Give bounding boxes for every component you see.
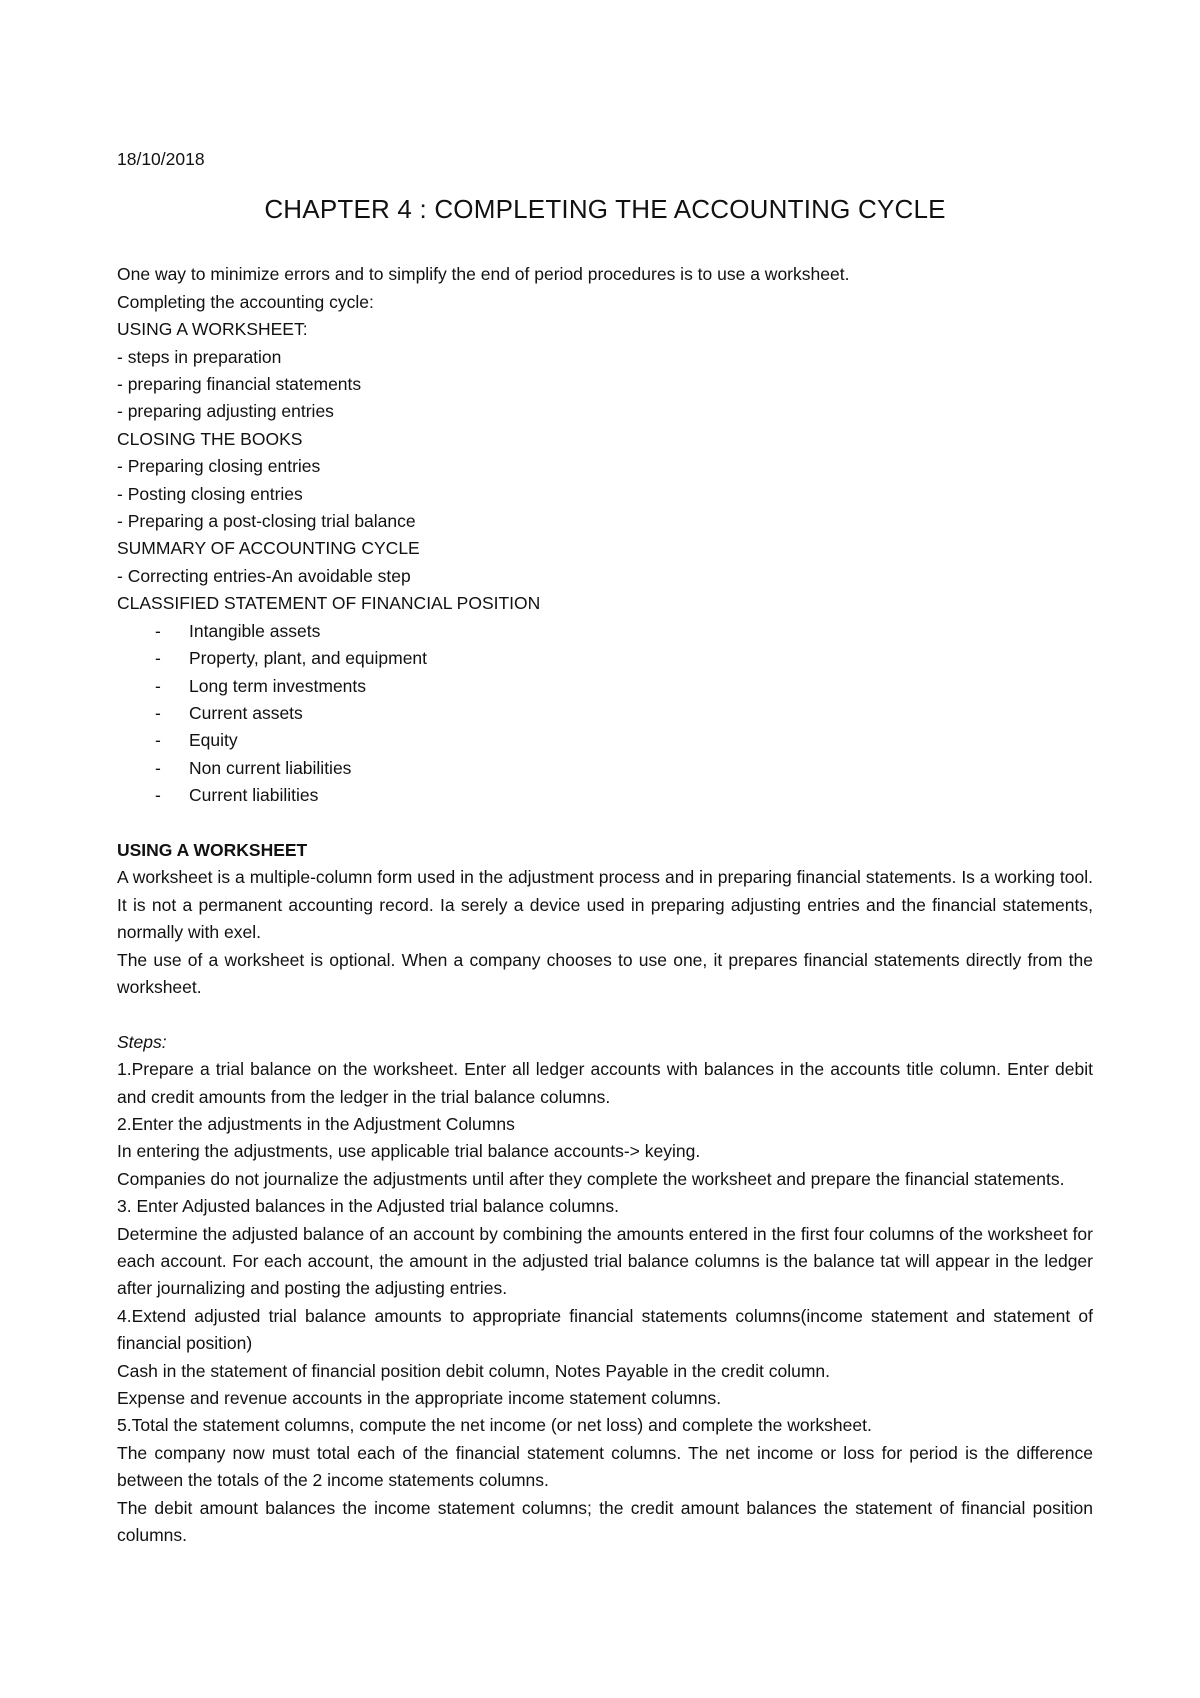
paragraph: Determine the adjusted balance of an account by combining the amounts entered in the first four columns of the worksheet for each account. For each account, the amount in the adjusted trial balance columns is the balance tat will appear in the ledger after journalizing and posting the adjusting entries. bbox=[117, 1223, 1093, 1299]
outline-line: - Correcting entries-An avoidable step bbox=[117, 565, 411, 586]
worksheet-heading: USING A WORKSHEET bbox=[117, 839, 308, 860]
list-item: - Current assets bbox=[117, 700, 1093, 727]
bullet-dash: - bbox=[155, 757, 161, 778]
classified-items-list bbox=[117, 618, 1093, 810]
list-item: - Intangible assets bbox=[117, 618, 1093, 645]
outline-line: - Posting closing entries bbox=[117, 483, 303, 504]
document-date: 18/10/2018 bbox=[117, 149, 205, 169]
intro-outline bbox=[117, 261, 1093, 617]
paragraph: A worksheet is a multiple-column form used in the adjustment process and in preparing financial statements. Is a working tool. It is not a permanent accounting record. Ia serely a device used in preparing adjusting entries and the financial statements, normally with exel. bbox=[117, 867, 1093, 943]
outline-line: CLASSIFIED STATEMENT OF FINANCIAL POSITION bbox=[117, 593, 541, 614]
outline-line: SUMMARY OF ACCOUNTING CYCLE bbox=[117, 538, 420, 559]
outline-line: CLOSING THE BOOKS bbox=[117, 428, 303, 449]
steps-label: Steps: bbox=[117, 1031, 167, 1052]
list-item: - Property, plant, and equipment bbox=[117, 645, 1093, 672]
outline-line: - preparing financial statements bbox=[117, 374, 362, 395]
bullet-dash: - bbox=[155, 785, 161, 806]
paragraph: Companies do not journalize the adjustments until after they complete the worksheet and prepare the financial statements. bbox=[117, 1168, 1065, 1189]
paragraph: In entering the adjustments, use applicable trial balance accounts-> keying. bbox=[117, 1141, 701, 1162]
document-page bbox=[117, 146, 1093, 1549]
paragraph: The company now must total each of the financial statement columns. The net income or loss for period is the difference between the totals of the 2 income statements columns. bbox=[117, 1442, 1093, 1491]
paragraph: The debit amount balances the income statement columns; the credit amount balances the statement of financial position columns. bbox=[117, 1497, 1093, 1546]
bullet-dash: - bbox=[155, 648, 161, 669]
outline-line: Completing the accounting cycle: bbox=[117, 291, 374, 312]
outline-line: - steps in preparation bbox=[117, 346, 282, 367]
spacer bbox=[117, 810, 1093, 837]
outline-line: One way to minimize errors and to simplify the end of period procedures is to use a worksheet. bbox=[117, 264, 850, 285]
paragraph: The use of a worksheet is optional. When a company chooses to use one, it prepares financial statements directly from the worksheet. bbox=[117, 949, 1093, 997]
paragraph: 4.Extend adjusted trial balance amounts to appropriate financial statements columns(income statement and statement of financial position) bbox=[117, 1305, 1093, 1354]
paragraph: 1.Prepare a trial balance on the worksheet. Enter all ledger accounts with balances in the accounts title column. Enter debit and credit amounts from the ledger in the trial balance columns. bbox=[117, 1059, 1093, 1107]
outline-line: USING A WORKSHEET: bbox=[117, 319, 308, 340]
paragraph: 3. Enter Adjusted balances in the Adjusted trial balance columns. bbox=[117, 1196, 619, 1217]
paragraph: 2.Enter the adjustments in the Adjustment Columns bbox=[117, 1113, 515, 1134]
outline-line: - Preparing closing entries bbox=[117, 456, 321, 477]
list-item: - Equity bbox=[117, 727, 1093, 754]
paragraph: Cash in the statement of financial position debit column, Notes Payable in the credit column. bbox=[117, 1360, 831, 1381]
outline-line: - preparing adjusting entries bbox=[117, 401, 334, 422]
bullet-dash: - bbox=[155, 702, 161, 723]
list-item: - Long term investments bbox=[117, 673, 1093, 700]
paragraph: Expense and revenue accounts in the appropriate income statement columns. bbox=[117, 1388, 722, 1409]
spacer bbox=[117, 1001, 1093, 1028]
paragraph: 5.Total the statement columns, compute the net income (or net loss) and complete the worksheet. bbox=[117, 1415, 872, 1436]
bullet-dash: - bbox=[155, 730, 161, 751]
bullet-dash: - bbox=[155, 675, 161, 696]
list-item: - Non current liabilities bbox=[117, 755, 1093, 782]
chapter-title: CHAPTER 4 : COMPLETING THE ACCOUNTING CYCLE bbox=[264, 194, 946, 225]
list-item: - Current liabilities bbox=[117, 782, 1093, 809]
outline-line: - Preparing a post-closing trial balance bbox=[117, 511, 416, 532]
bullet-dash: - bbox=[155, 620, 161, 641]
